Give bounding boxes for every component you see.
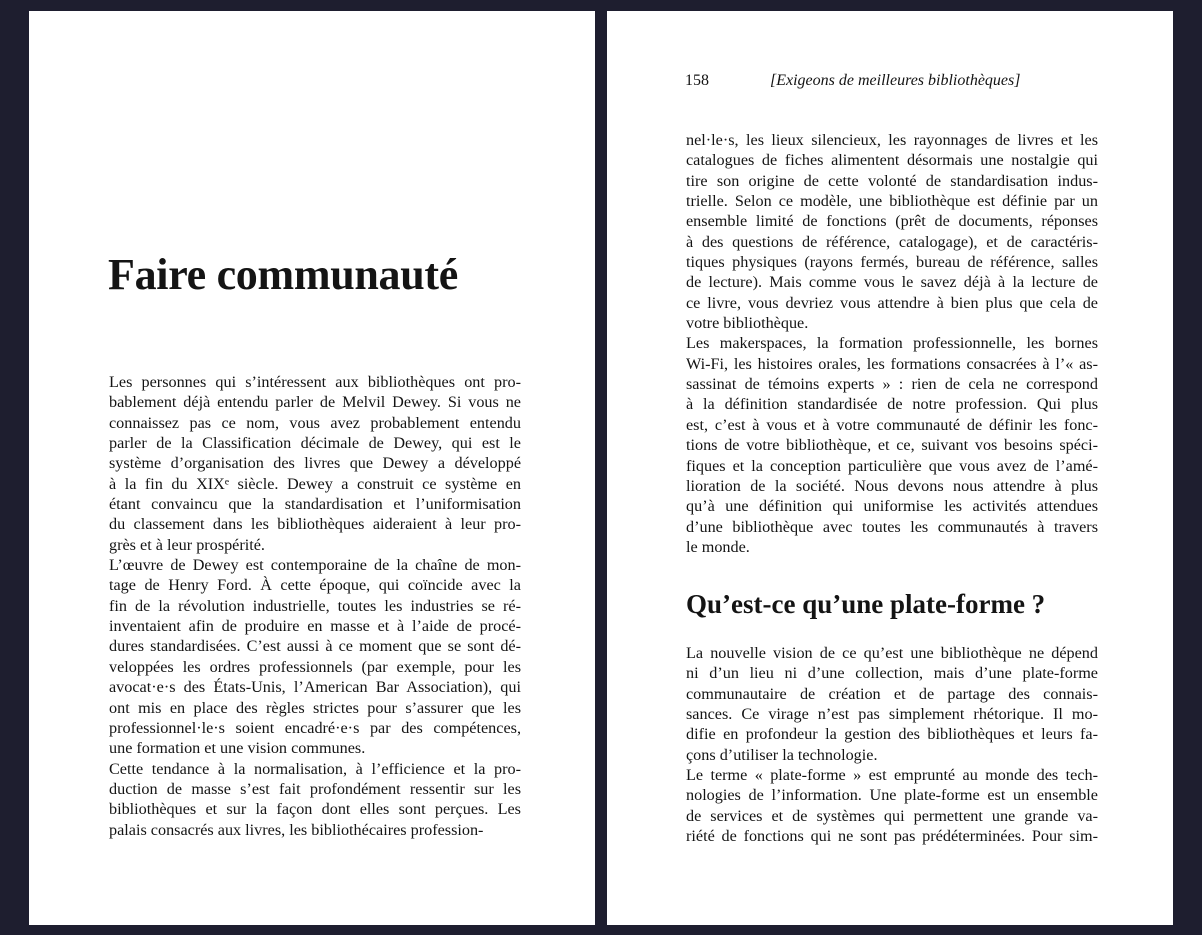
- text-line: fiques et la conception particulière que vous avez de l’amé-: [686, 456, 1098, 475]
- text-line: palais consacrés aux livres, les bibliothécaires profession-: [109, 820, 484, 839]
- text-line: à la fin du XIXᵉ siècle. Dewey a construit ce système en: [109, 474, 521, 493]
- text-line: trielle. Selon ce modèle, une bibliothèque est définie par un: [686, 192, 1098, 211]
- right-body-text-top: [686, 130, 1098, 557]
- text-line: professionnel·le·s soient encadré·e·s par des compétences,: [109, 718, 521, 737]
- text-line: du classement dans les bibliothèques aideraient à leur pro-: [109, 515, 521, 534]
- text-line: votre bibliothèque.: [686, 314, 809, 333]
- right-page: [607, 11, 1173, 925]
- text-line: sances. Ce virage n’est pas simplement rhétorique. Il mo-: [686, 705, 1098, 724]
- text-line: nologies de l’information. Une plate-forme est un ensemble: [686, 786, 1098, 805]
- right-body-text-bottom: [686, 643, 1098, 846]
- left-body-text: [109, 372, 521, 840]
- text-line: est, c’est à vous et à votre communauté de définir les fonc-: [686, 415, 1098, 434]
- text-line: dures standardisées. C’est aussi à ce moment que se sont dé-: [109, 637, 521, 656]
- text-line: sassinat de témoins experts » : rien de cela ne correspond: [686, 375, 1098, 394]
- text-line: une formation et une vision communes.: [109, 739, 366, 758]
- text-line: riété de fonctions qui ne sont pas prédéterminées. Pour sim-: [686, 827, 1098, 846]
- text-line: connaissez pas ce nom, vous avez probablement entendu: [109, 413, 521, 432]
- text-line: inventaient afin de produire en masse et à l’aide de procé-: [109, 617, 521, 636]
- text-line: Les personnes qui s’intéressent aux bibliothèques ont pro-: [109, 373, 521, 391]
- text-line: fin de la révolution industrielle, toutes les industries se ré-: [109, 596, 521, 615]
- text-line: bablement déjà entendu parler de Melvil Dewey. Si vous ne: [109, 393, 521, 412]
- text-line: grès et à leur prospérité.: [109, 535, 265, 554]
- text-line: d’une bibliothèque avec toutes les communautés à travers: [686, 517, 1098, 536]
- text-line: le monde.: [686, 537, 750, 556]
- section-title: Qu’est-ce qu’une plate-forme ?: [686, 589, 1046, 619]
- page-number: 158: [685, 72, 709, 89]
- text-line: de services et de systèmes qui permettent une grande va-: [686, 806, 1098, 825]
- text-line: ont mis en place des règles strictes pour s’assurer que les: [109, 698, 521, 717]
- text-line: communautaire de création et de partage des connais-: [686, 684, 1098, 703]
- text-line: veloppées les ordres professionnels (par exemple, pour les: [109, 657, 521, 676]
- text-line: qu’à une définition qui uniformise les activités attendues: [686, 497, 1098, 516]
- text-line: parler de la Classification décimale de Dewey, qui est le: [109, 434, 521, 453]
- text-line: étant convaincu que la standardisation et l’uniformisation: [109, 495, 521, 514]
- text-line: catalogues de fiches alimentent désormais une nostalgie qui: [686, 151, 1098, 170]
- text-line: çons d’utiliser la technologie.: [686, 745, 878, 764]
- text-line: difie en profondeur la gestion des bibliothèques et leurs fa-: [686, 725, 1098, 744]
- text-line: tage de Henry Ford. À cette époque, qui coïncide avec la: [109, 576, 521, 595]
- text-line: tire son origine de cette volonté de standardisation indus-: [686, 171, 1098, 190]
- text-line: Wi-Fi, les histoires orales, les formations consacrées à l’« as-: [686, 354, 1098, 373]
- text-line: lioration de la société. Nous devons nous attendre à plus: [686, 476, 1098, 495]
- left-page: [29, 11, 595, 925]
- text-line: Cette tendance à la normalisation, à l’efficience et la pro-: [109, 759, 521, 778]
- text-line: système d’organisation des livres que Dewey a développé: [109, 454, 521, 473]
- text-line: Les makerspaces, la formation professionnelle, les bornes: [686, 334, 1098, 353]
- text-line: bibliothèques et sur la façon dont elles sont perçues. Les: [109, 800, 521, 819]
- text-line: nel·le·s, les lieux silencieux, les rayonnages de livres et les: [686, 131, 1098, 149]
- text-line: avocat·e·s des États-Unis, l’American Bar Association), qui: [109, 678, 521, 697]
- chapter-title: Faire communauté: [108, 250, 458, 299]
- text-line: à des questions de référence, catalogage), et de caractéris-: [686, 232, 1098, 251]
- running-title: [Exigeons de meilleures bibliothèques]: [770, 72, 1021, 89]
- text-line: ensemble limité de fonctions (prêt de documents, réponses: [686, 212, 1098, 231]
- text-line: La nouvelle vision de ce qu’est une bibliothèque ne dépend: [686, 644, 1098, 662]
- text-line: à la définition standardisée de notre profession. Qui plus: [686, 395, 1098, 414]
- text-line: Le terme « plate-forme » est emprunté au monde des tech-: [686, 766, 1098, 785]
- text-line: de lecture). Mais comme vous le savez déjà à la lecture de: [686, 273, 1098, 292]
- text-line: tions de votre bibliothèque, et ce, suivant vos besoins spéci-: [686, 436, 1098, 455]
- text-line: L’œuvre de Dewey est contemporaine de la chaîne de mon-: [109, 556, 521, 575]
- text-line: ce livre, vous devriez vous attendre à bien plus que cela de: [686, 293, 1098, 312]
- text-line: duction de masse s’est fait profondément ressentir sur les: [109, 779, 521, 798]
- text-line: ni d’un lieu ni d’une collection, mais d’une plate-forme: [686, 664, 1098, 683]
- text-line: tiques physiques (rayons fermés, bureau de référence, salles: [686, 253, 1098, 272]
